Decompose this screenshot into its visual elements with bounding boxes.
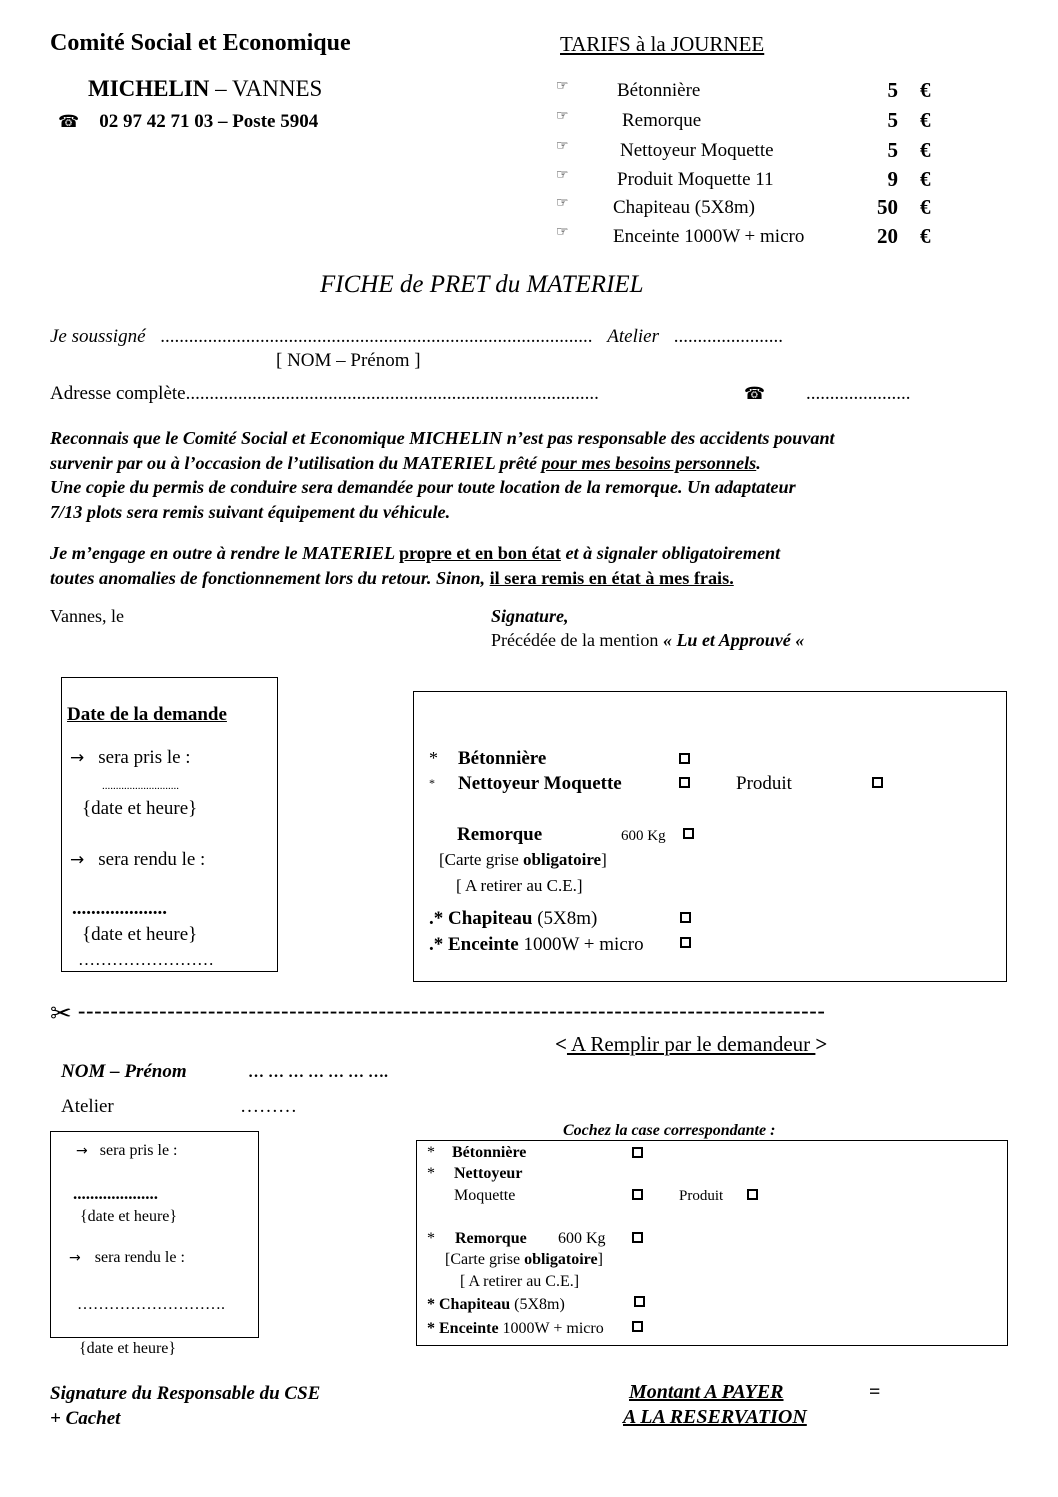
bottom-enceinte-label: Enceinte — [439, 1320, 499, 1337]
chapiteau-size: (5X8m) — [532, 908, 598, 929]
rendu-le-line — [70, 849, 205, 871]
pointing-hand-icon: ☞ — [556, 167, 569, 183]
tarif-currency: € — [920, 167, 931, 191]
bottom-chapiteau-size: (5X8m) — [510, 1296, 565, 1313]
produit-checkbox[interactable] — [872, 777, 883, 788]
bottom-date-box — [50, 1131, 259, 1338]
montant-equals: = — [869, 1381, 881, 1403]
star-mark: * — [429, 748, 438, 768]
a-remplir-text: A Remplir par le demandeur — [566, 1032, 816, 1056]
cachet-label: + Cachet — [50, 1408, 121, 1429]
carte-grise-a: [Carte grise — [445, 1251, 525, 1268]
para1-line3: Une copie du permis de conduire sera demandée pour toute location de la remorque. Un adaptateur — [50, 477, 796, 497]
commitment-paragraph — [50, 541, 780, 590]
bottom-chapiteau-label: Chapiteau — [439, 1296, 511, 1313]
chapiteau-checkbox[interactable] — [680, 912, 691, 923]
para1-line4: 7/13 plots sera remis suivant équipement du véhicule. — [50, 501, 451, 522]
tarif-currency: € — [920, 138, 931, 162]
bottom-rendu-le-field[interactable]: ………………………. — [77, 1296, 225, 1313]
carte-grise-a: [Carte grise — [439, 850, 524, 869]
bottom-pris-le-label: sera pris le : — [99, 1142, 178, 1159]
para1-line1: Reconnais que le Comité Social et Economique MICHELIN n’est pas responsable des accidents pouvant — [50, 428, 835, 448]
nettoyeur-label: Nettoyeur Moquette — [458, 773, 622, 794]
para2-line1 — [50, 541, 780, 566]
bottom-material-box — [416, 1140, 1008, 1346]
date-heure-hint: {date et heure} — [79, 1340, 177, 1357]
carte-grise-note — [439, 850, 607, 870]
bottom-atelier-label: Atelier — [61, 1096, 114, 1117]
company-name: MICHELIN — [88, 76, 210, 101]
para2-line2 — [50, 566, 780, 591]
bottom-nettoyeur-label: Nettoyeur — [454, 1165, 523, 1182]
pointing-hand-icon: ☞ — [556, 108, 569, 124]
mention-line — [491, 630, 804, 651]
bottom-remorque-label: Remorque — [455, 1230, 527, 1247]
date-box-title: Date de la demande — [67, 704, 227, 725]
bottom-nettoyeur-checkbox[interactable] — [632, 1189, 643, 1200]
bottom-atelier-field[interactable]: ……… — [240, 1096, 297, 1117]
phone-field[interactable]: ...................... — [806, 383, 911, 404]
star-mark: * — [427, 1165, 435, 1182]
form-title: FICHE de PRET du MATERIEL — [320, 271, 644, 298]
tarif-price: 5 — [887, 138, 898, 162]
cochez-label: Cochez la case correspondante : — [563, 1122, 776, 1139]
bottom-rendu-le-label: sera rendu le : — [94, 1249, 185, 1266]
enceinte-line — [429, 934, 644, 956]
tarif-currency: € — [920, 78, 931, 102]
tarif-label: Produit Moquette 11 — [617, 169, 774, 190]
star-mark: * — [429, 776, 435, 790]
je-soussigne-label: Je soussigné — [50, 326, 146, 347]
bottom-nom-prenom-label: NOM – Prénom — [61, 1061, 187, 1082]
telephone-icon: ☎ — [58, 112, 80, 132]
bottom-betonniere-label: Bétonnière — [452, 1144, 527, 1161]
signature-responsable: Signature du Responsable du CSE — [50, 1383, 321, 1404]
para2-line1-end: et à signaler obligatoirement — [560, 543, 781, 563]
bottom-produit-label: Produit — [679, 1188, 724, 1204]
bottom-pris-le-field[interactable]: .................... — [73, 1184, 158, 1203]
arrow-right-icon: → — [70, 748, 85, 768]
pointing-hand-icon: ☞ — [556, 224, 569, 240]
company-sep: – — [209, 76, 232, 101]
tarif-price: 20 — [877, 224, 898, 248]
a-remplir-gt: > — [815, 1032, 828, 1056]
name-line — [50, 326, 783, 348]
reservation-label: A LA RESERVATION — [623, 1406, 807, 1428]
company-city: VANNES — [232, 76, 323, 101]
bottom-enceinte-prefix: * — [427, 1320, 439, 1337]
bottom-pris-le-line — [76, 1142, 177, 1160]
date-heure-hint: {date et heure} — [82, 924, 198, 945]
tarif-price: 9 — [887, 167, 898, 191]
remorque-kg: 600 Kg — [621, 828, 666, 844]
nom-prenom-hint: [ NOM – Prénom ] — [276, 350, 421, 371]
tarif-label: Remorque — [622, 110, 702, 131]
name-field[interactable]: ........................................................................................... — [160, 326, 593, 347]
adresse-label: Adresse complète — [50, 383, 186, 404]
chapiteau-label: Chapiteau — [448, 908, 533, 929]
responsibility-paragraph — [50, 426, 835, 524]
carte-grise-b: obligatoire — [523, 850, 602, 869]
para1-line2 — [50, 451, 835, 476]
bottom-chapiteau-checkbox[interactable] — [634, 1296, 645, 1307]
tarifs-title: TARIFS à la JOURNEE — [560, 32, 765, 56]
arrow-right-icon: → — [69, 1250, 81, 1266]
enceinte-prefix: .* — [429, 934, 448, 955]
telephone-icon: ☎ — [744, 384, 766, 404]
atelier-field[interactable]: ....................... — [673, 326, 783, 347]
tarif-price: 50 — [877, 195, 898, 219]
bottom-enceinte-line — [427, 1320, 604, 1338]
cut-dashes: -------------------------------------------------------------------------------------------- — [78, 998, 826, 1023]
adresse-field[interactable]: ....................................................................................... — [185, 383, 599, 404]
vannes-le: Vannes, le — [50, 606, 124, 626]
bottom-moquette-label: Moquette — [454, 1187, 516, 1204]
date-box-dots: …………………… — [78, 950, 214, 969]
para1-line2-end: . — [756, 452, 761, 473]
bottom-rendu-le-line — [69, 1249, 185, 1267]
scissors-icon: ✂ — [50, 999, 72, 1029]
date-heure-hint: {date et heure} — [80, 1208, 178, 1225]
pris-le-field[interactable]: ............................ — [102, 780, 179, 792]
betonniere-label: Bétonnière — [458, 748, 547, 769]
carte-grise-c: ] — [597, 1251, 603, 1268]
bottom-chapiteau-line — [427, 1296, 565, 1314]
rendu-le-label: sera rendu le : — [98, 849, 206, 870]
phone-line — [58, 111, 318, 133]
bottom-carte-grise-note — [445, 1251, 603, 1269]
address-line — [50, 383, 599, 405]
tarif-currency: € — [920, 195, 931, 219]
star-mark: * — [427, 1230, 435, 1247]
para2-line2-text: toutes anomalies de fonctionnement lors du retour. Sinon, — [50, 567, 490, 588]
mention-prefix: Précédée de la mention — [491, 630, 663, 650]
star-mark: * — [427, 1144, 435, 1161]
enceinte-label: Enceinte — [448, 934, 519, 955]
atelier-label: Atelier — [607, 326, 659, 347]
chapiteau-prefix: .* — [429, 908, 448, 929]
bottom-enceinte-spec: 1000W + micro — [498, 1320, 604, 1337]
para1-line2-text: survenir par ou à l’occasion de l’utilisation du MATERIEL prêté — [50, 452, 542, 473]
produit-label: Produit — [736, 773, 792, 794]
company-line — [88, 76, 322, 102]
bottom-remorque-checkbox[interactable] — [632, 1232, 643, 1243]
tarif-label: Enceinte 1000W + micro — [613, 226, 805, 247]
date-request-box — [61, 677, 278, 972]
chapiteau-line — [429, 908, 597, 930]
org-title: Comité Social et Economique — [50, 30, 351, 56]
montant-label: Montant A PAYER — [629, 1381, 784, 1403]
bottom-nom-field[interactable]: … … … … … … …. — [248, 1064, 388, 1081]
pris-le-line — [70, 747, 191, 769]
tarif-price: 5 — [887, 78, 898, 102]
pris-le-label: sera pris le : — [98, 747, 191, 768]
tarif-currency: € — [920, 224, 931, 248]
pointing-hand-icon: ☞ — [556, 138, 569, 154]
carte-grise-c: ] — [601, 850, 607, 869]
date-heure-hint: {date et heure} — [82, 798, 198, 819]
arrow-right-icon: → — [70, 850, 85, 870]
bottom-produit-checkbox[interactable] — [747, 1189, 758, 1200]
carte-grise-b: obligatoire — [524, 1251, 598, 1268]
bottom-retirer-note: [ A retirer au C.E.] — [460, 1273, 580, 1290]
tarif-label: Chapiteau (5X8m) — [613, 197, 755, 218]
pointing-hand-icon: ☞ — [556, 78, 569, 94]
nettoyeur-checkbox[interactable] — [679, 777, 690, 788]
bottom-betonniere-checkbox[interactable] — [632, 1147, 643, 1158]
a-remplir-line — [555, 1032, 827, 1057]
bottom-enceinte-checkbox[interactable] — [632, 1321, 643, 1332]
para2-line1-text: Je m’engage en outre à rendre le MATERIEL — [50, 543, 399, 563]
arrow-right-icon: → — [76, 1143, 88, 1159]
betonniere-checkbox[interactable] — [679, 753, 690, 764]
tarif-price: 5 — [887, 108, 898, 132]
remorque-checkbox[interactable] — [683, 828, 694, 839]
phone-number: 02 97 42 71 03 – Poste 5904 — [99, 111, 319, 132]
material-box — [413, 691, 1007, 982]
pointing-hand-icon: ☞ — [556, 195, 569, 211]
tarif-currency: € — [920, 108, 931, 132]
tarif-label: Bétonnière — [617, 80, 701, 101]
remorque-label: Remorque — [457, 824, 543, 845]
a-remplir-lt: < — [555, 1032, 567, 1056]
para2-underlined: propre et en bon état — [398, 543, 561, 563]
para2-underlined-2: il sera remis en état à mes frais. — [489, 567, 734, 588]
tarif-label: Nettoyeur Moquette — [620, 140, 774, 161]
signature-label: Signature, — [491, 606, 569, 626]
enceinte-spec: 1000W + micro — [518, 934, 644, 955]
rendu-le-field[interactable]: .................... — [72, 898, 167, 919]
mention-text: « Lu et Approuvé « — [662, 630, 805, 650]
enceinte-checkbox[interactable] — [680, 937, 691, 948]
bottom-chapiteau-prefix: * — [427, 1296, 439, 1313]
bottom-remorque-kg: 600 Kg — [558, 1230, 606, 1247]
para1-underlined: pour mes besoins personnels — [541, 452, 757, 473]
retirer-note: [ A retirer au C.E.] — [456, 876, 583, 895]
